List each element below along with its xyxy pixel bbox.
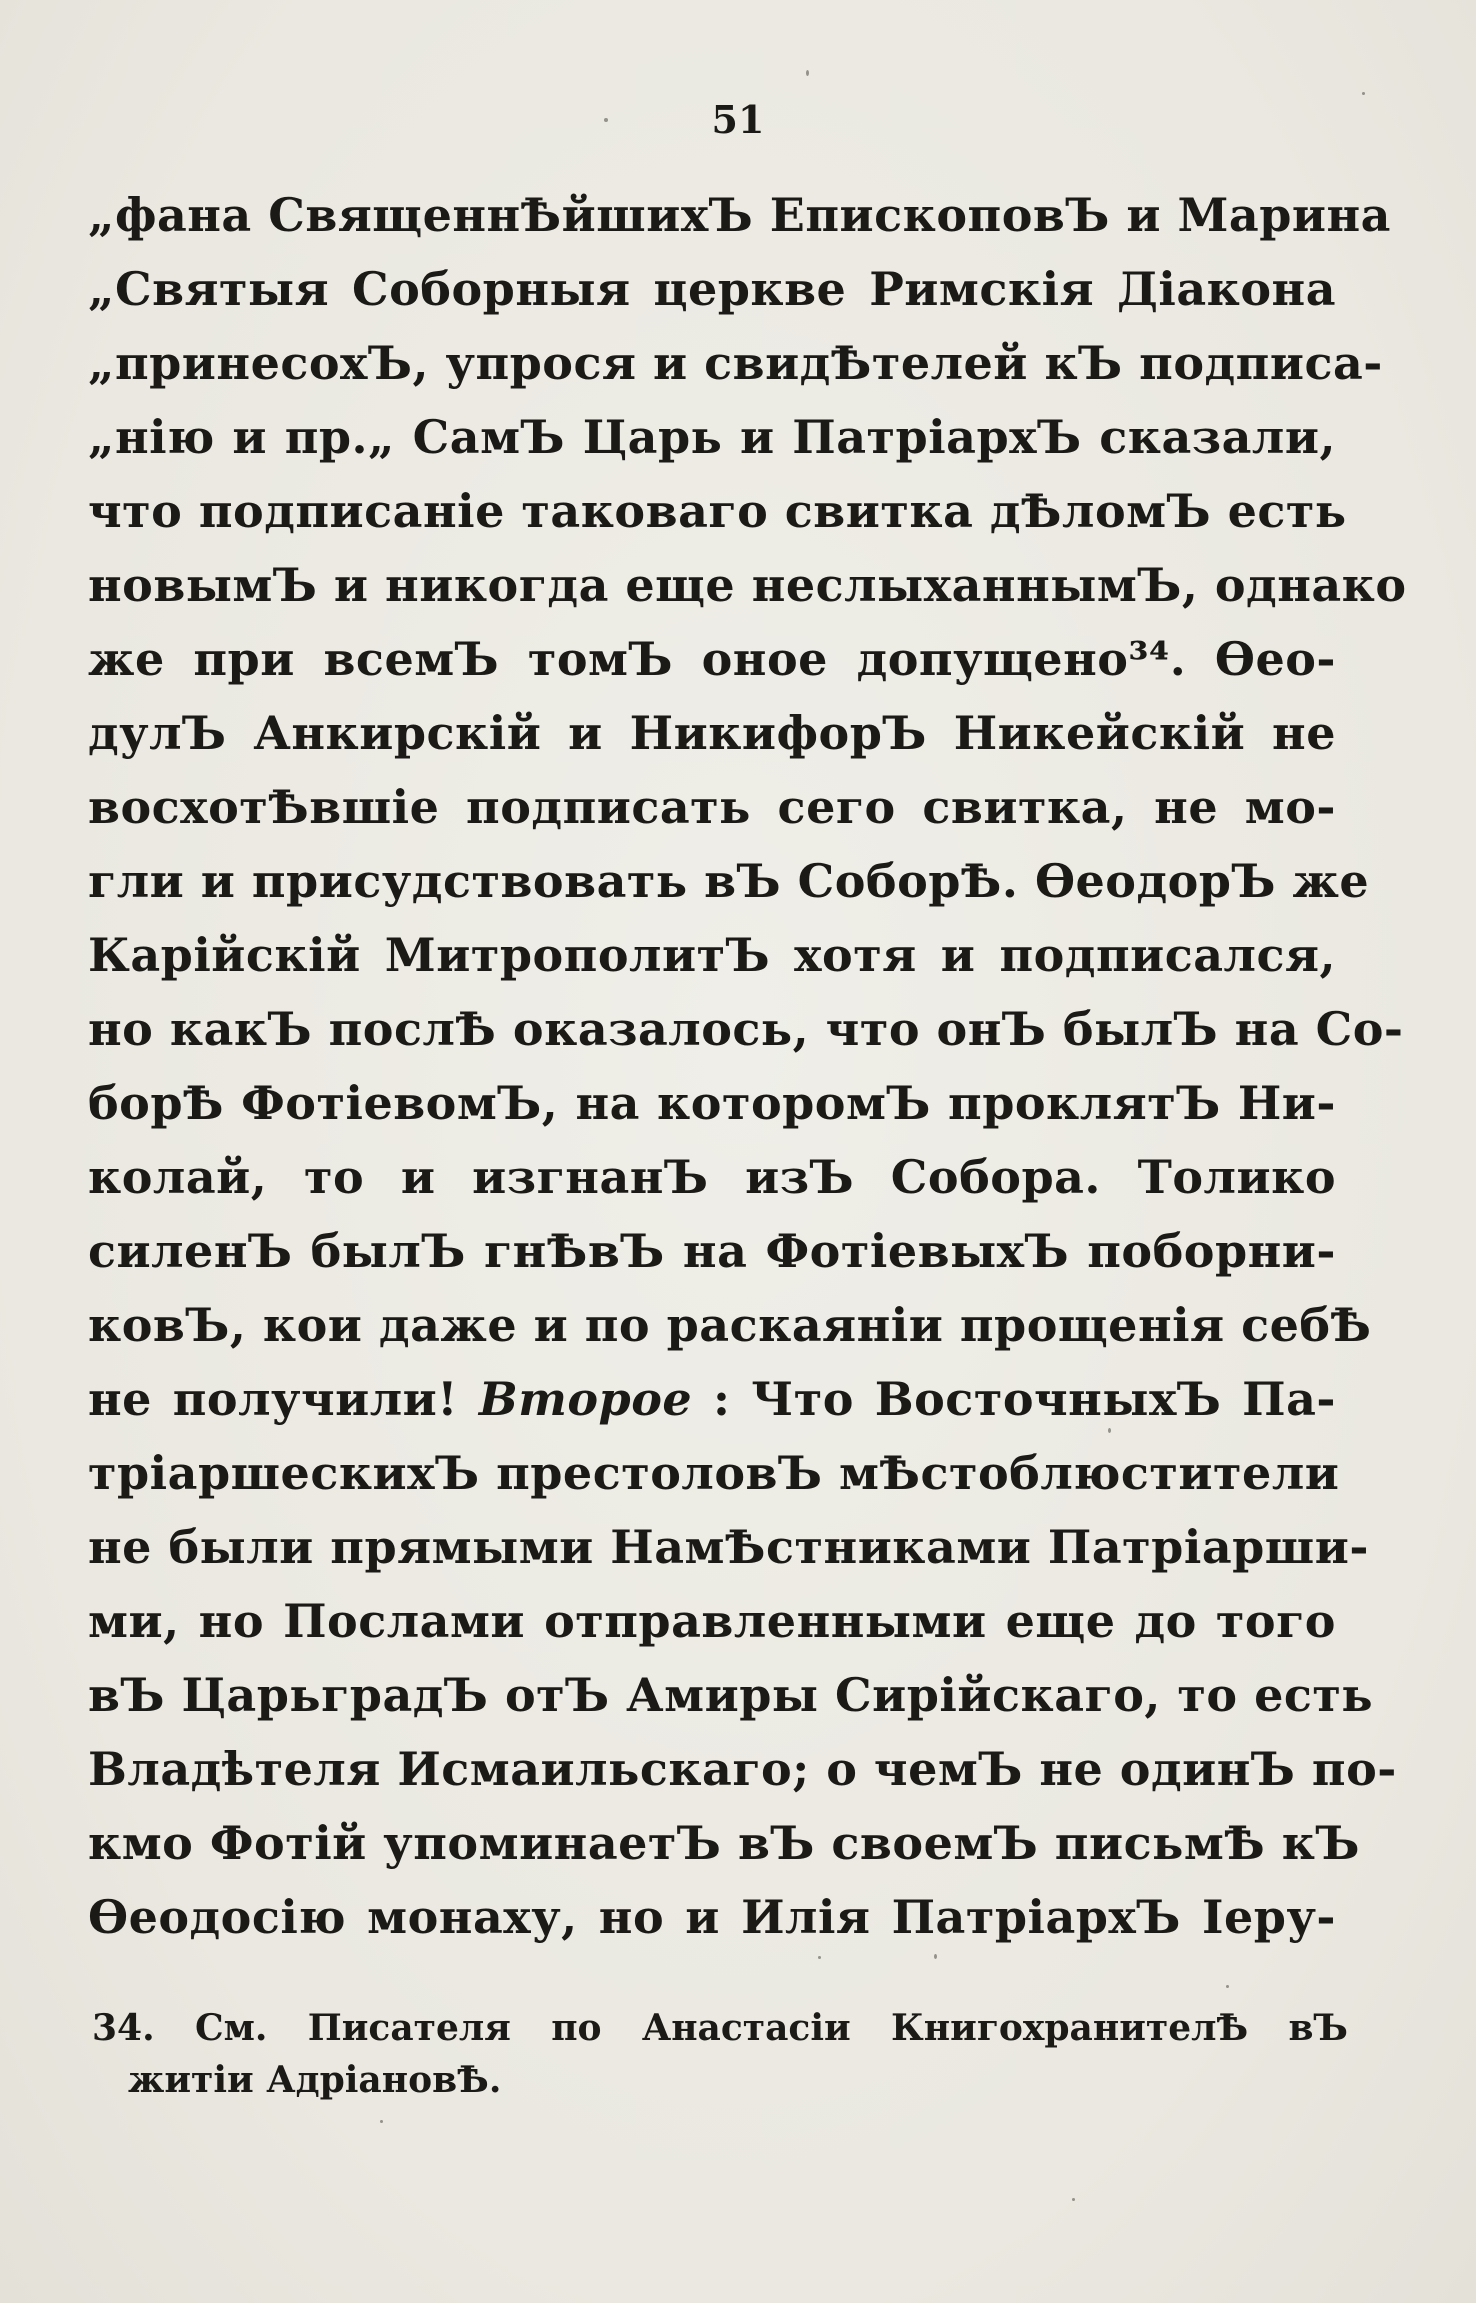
main-text [88, 178, 1407, 1954]
text-line: ковЪ, кои даже и по раскаяніи прощенія себѢ [88, 1298, 1372, 1352]
text-line: но какЪ послѢ оказалось, что онЪ былЪ на Со- [88, 1002, 1404, 1056]
text-line: вЪ ЦарьградЪ отЪ Амиры Сирійскаго, то есть [88, 1668, 1374, 1722]
text-line: кмо Фотій упоминаетЪ вЪ своемЪ письмѢ кЪ [88, 1816, 1361, 1870]
footnote-line: житіи АдріановѢ. [128, 2059, 502, 2101]
paper-speck [380, 2120, 383, 2123]
text-line: же при всемЪ томЪ оное допущено³⁴. Ѳео- [88, 632, 1336, 686]
paper-speck [1362, 92, 1365, 95]
paper-speck [934, 1954, 937, 1959]
text-line: что подписаніе таковаго свитка дѢломЪ есть [88, 484, 1347, 538]
text-line: „принесохЪ, упрося и свидѢтелей кЪ подписа- [88, 336, 1383, 390]
text-line-mixed [88, 1362, 1336, 1436]
text-line: гли и присудствовать вЪ СоборѢ. ѲеодорЪ же [88, 854, 1370, 908]
paper-speck [818, 1956, 821, 1959]
text-segment: не получили! [88, 1372, 458, 1426]
paper-speck [1226, 1985, 1229, 1988]
italic-word: Второе [478, 1372, 693, 1426]
text-line: ми, но Послами отправленными еще до того [88, 1594, 1336, 1648]
text-line: не были прямыми НамѢстниками Патріарши- [88, 1520, 1369, 1574]
text-line: борѢ ФотіевомЪ, на которомЪ проклятЪ Ни- [88, 1076, 1336, 1130]
text-line: восхотѢвшіе подписать сего свитка, не мо- [88, 780, 1336, 834]
text-line: силенЪ былЪ гнѢвЪ на ФотіевыхЪ поборни- [88, 1224, 1336, 1278]
text-line: колай, то и изгнанЪ изЪ Собора. Толико [88, 1150, 1336, 1204]
text-line: „Святыя Соборныя церкве Римскія Діакона [88, 262, 1336, 316]
paper-speck [604, 118, 608, 122]
paper-speck [806, 70, 809, 76]
text-line: дулЪ Анкирскій и НикифорЪ Никейскій не [88, 706, 1336, 760]
text-line: „фана СвященнѢйшихЪ ЕпископовЪ и Марина [88, 188, 1391, 242]
page-number: 51 [711, 97, 765, 142]
footnote [92, 2002, 1348, 2106]
text-line: Владѣтеля Исмаильскаго; о чемЪ не одинЪ по- [88, 1742, 1397, 1796]
text-segment: : Что ВосточныхЪ Па- [712, 1372, 1337, 1426]
text-line: Ѳеодосію монаху, но и Илія ПатріархЪ Іеру- [88, 1890, 1336, 1944]
paper-speck [1072, 2198, 1075, 2201]
footnote-line: 34. См. Писателя по Анастасіи КнигохранителѢ вЪ [92, 2007, 1348, 2049]
text-line: тріаршескихЪ престоловЪ мѢстоблюстители [88, 1446, 1340, 1500]
paper-speck [1108, 1428, 1111, 1433]
text-line: Карійскій МитрополитЪ хотя и подписался, [88, 928, 1336, 982]
text-line: новымЪ и никогда еще неслыханнымЪ, однако [88, 558, 1407, 612]
text-line: „нію и пр.„ СамЪ Царь и ПатріархЪ сказали, [88, 410, 1336, 464]
